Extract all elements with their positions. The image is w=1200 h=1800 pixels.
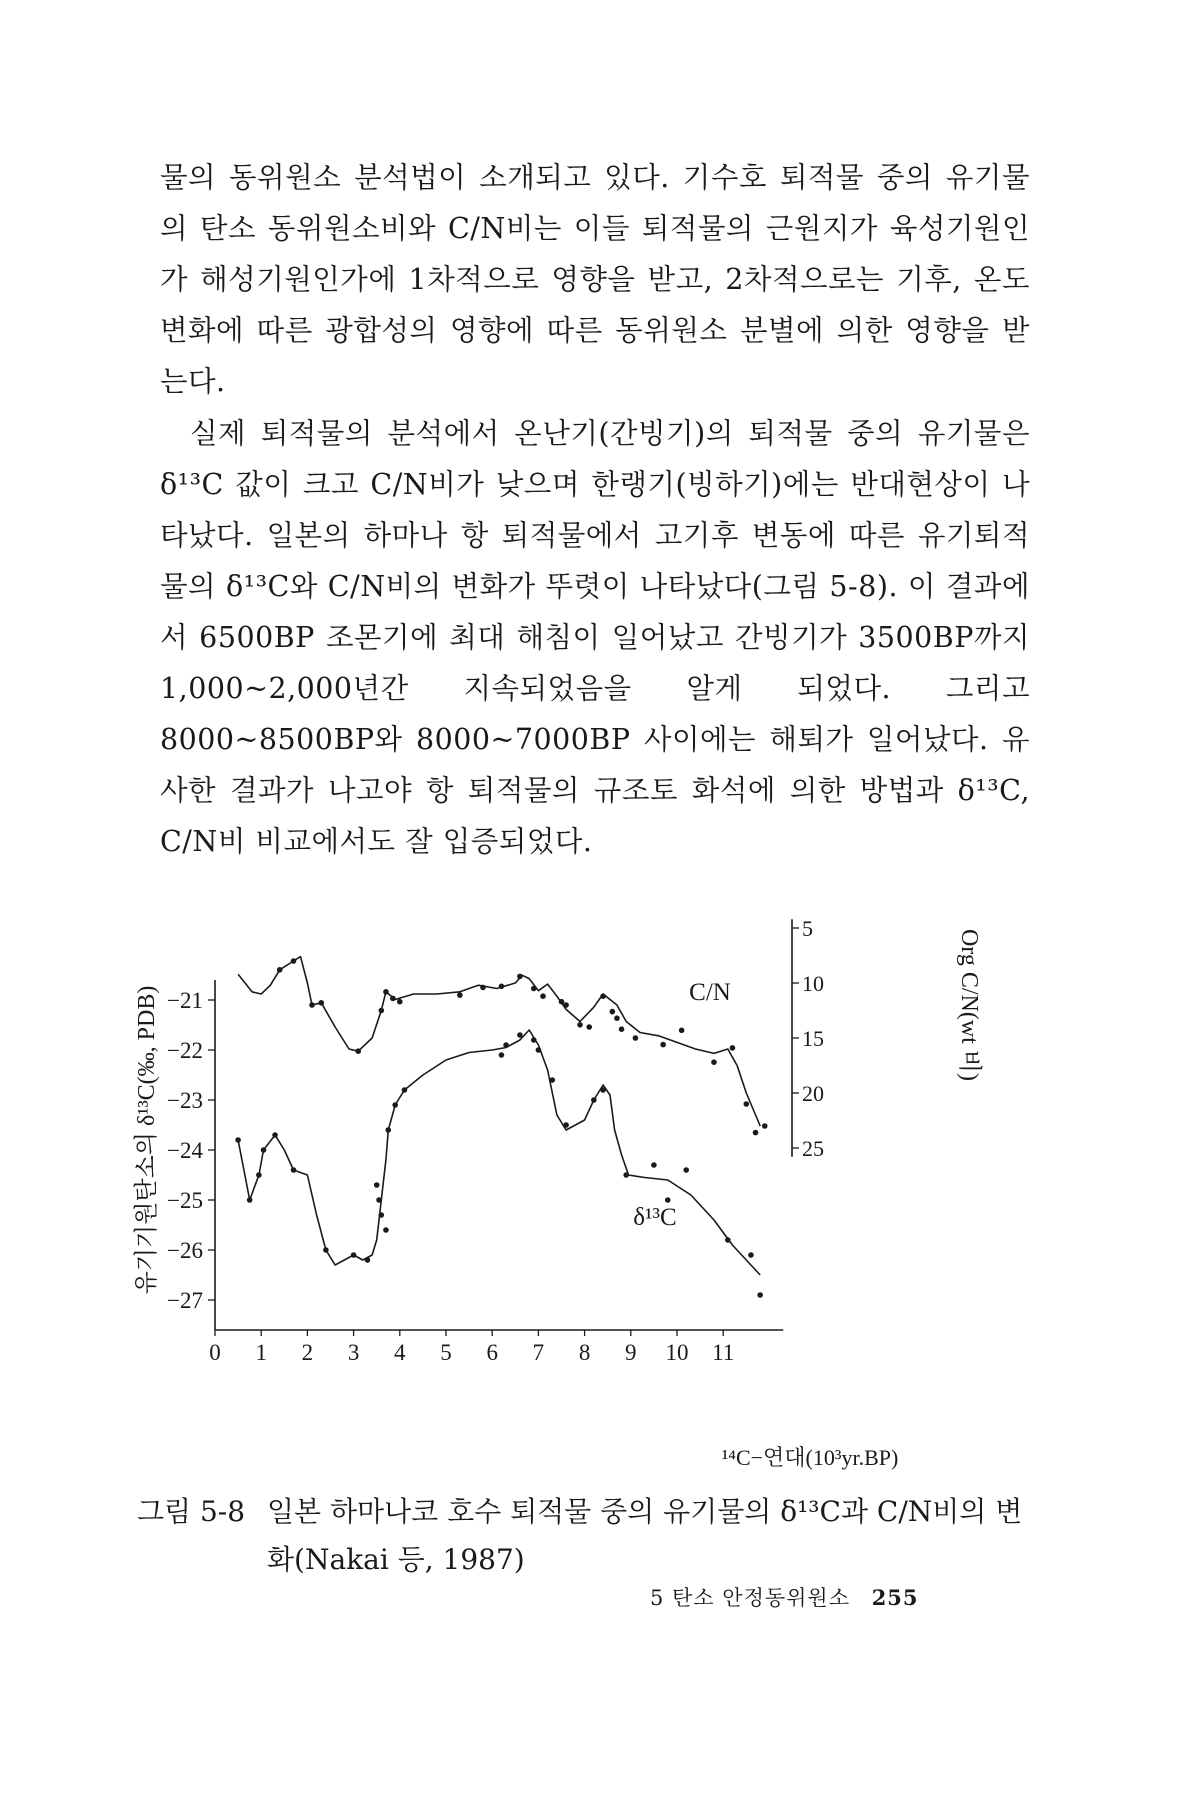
y-right-tick-label: 15 [802, 1026, 824, 1051]
y-left-tick-label: −24 [167, 1138, 203, 1163]
data-point-cn [660, 1042, 666, 1048]
data-point-cn [563, 1002, 569, 1008]
data-point-d13c [291, 1167, 297, 1173]
y-right-tick-label: 20 [802, 1081, 824, 1106]
data-point-d13c [261, 1147, 267, 1153]
data-point-d13c [365, 1257, 371, 1263]
x-tick-label: 7 [532, 1340, 545, 1365]
data-point-d13c [549, 1077, 555, 1083]
data-point-d13c [323, 1247, 329, 1253]
data-point-d13c [623, 1172, 629, 1178]
data-point-cn [517, 974, 523, 980]
data-point-cn [480, 985, 486, 991]
data-point-cn [753, 1130, 759, 1136]
data-point-cn [499, 984, 505, 990]
data-point-d13c [376, 1197, 382, 1203]
data-point-cn [277, 967, 283, 973]
label-d13c: δ¹³C [633, 1204, 677, 1231]
data-point-d13c [665, 1197, 671, 1203]
data-point-cn [318, 1000, 324, 1006]
data-point-d13c [235, 1137, 241, 1143]
data-point-cn [379, 1008, 385, 1014]
y-left-tick-label: −23 [167, 1088, 203, 1113]
data-point-d13c [683, 1167, 689, 1173]
data-point-d13c [517, 1032, 523, 1038]
data-point-cn [614, 1015, 620, 1021]
y-left-tick-label: −21 [167, 988, 203, 1013]
x-tick-label: 3 [347, 1340, 360, 1365]
data-point-cn [309, 1002, 315, 1008]
caption-text: 일본 하마나코 호수 퇴적물 중의 유기물의 δ¹³C과 C/N비의 변화(Nakai 등, 1987) [267, 1495, 1023, 1576]
data-point-d13c [256, 1172, 262, 1178]
data-point-d13c [499, 1052, 505, 1058]
data-point-d13c [402, 1087, 408, 1093]
data-point-cn [397, 999, 403, 1005]
x-tick-label: 0 [209, 1340, 221, 1365]
y-left-tick-label: −22 [167, 1038, 203, 1063]
data-point-cn [383, 989, 389, 995]
data-point-d13c [383, 1227, 389, 1233]
caption-label: 그림 5-8 [137, 1495, 246, 1528]
data-point-cn [711, 1059, 717, 1065]
label-cn: C/N [689, 979, 731, 1006]
data-point-d13c [374, 1182, 380, 1188]
y-left-tick-label: −26 [167, 1238, 203, 1263]
x-tick-label: 1 [255, 1340, 267, 1365]
data-point-d13c [385, 1127, 391, 1133]
data-point-cn [610, 1009, 616, 1015]
data-point-d13c [725, 1237, 731, 1243]
paragraph-1: 물의 동위원소 분석법이 소개되고 있다. 기수호 퇴적물 중의 유기물의 탄소 동위원소비와 C/N비는 이들 퇴적물의 근원지가 육성기원인가 해성기원인가에 1차적으로 영향을 받고, 2차적으로는 기후, 온도 변화에 따른 광합성의 영향에 따른 동위원소 분별에 의한 영향을 받는다. [160, 161, 1030, 398]
right-axis-label-text: Org C/N(wt 비) [956, 928, 982, 1082]
series-line-cn [238, 957, 760, 1126]
data-point-cn [619, 1026, 625, 1032]
data-point-cn [390, 996, 396, 1002]
data-point-d13c [272, 1132, 278, 1138]
data-point-d13c [757, 1292, 763, 1298]
x-tick-label: 8 [578, 1340, 591, 1365]
data-point-d13c [591, 1097, 597, 1103]
data-point-cn [633, 1035, 639, 1041]
data-point-d13c [379, 1212, 385, 1218]
data-point-d13c [600, 1087, 606, 1093]
x-tick-label: 2 [301, 1340, 314, 1365]
series-line-d13c [238, 1030, 760, 1275]
data-point-cn [586, 1024, 592, 1030]
data-point-d13c [563, 1122, 569, 1128]
data-point-cn [730, 1045, 736, 1051]
data-point-d13c [651, 1162, 657, 1168]
x-tick-label: 6 [486, 1340, 498, 1365]
y-left-tick-label: −27 [167, 1288, 203, 1313]
x-tick-label: 4 [394, 1340, 406, 1365]
data-point-d13c [247, 1197, 253, 1203]
data-point-cn [457, 992, 463, 998]
right-axis-label [956, 929, 983, 1081]
figure-5-8-chart [120, 880, 1070, 1470]
footer-section: 5 탄소 안정동위원소 [650, 1586, 850, 1610]
data-point-cn [577, 1022, 583, 1028]
data-point-cn [291, 958, 297, 964]
data-point-d13c [351, 1252, 357, 1258]
left-axis-label-text: 유기기원탄소의 δ¹³C(‰, PDB) [134, 985, 160, 1295]
x-tick-label: 9 [625, 1340, 637, 1365]
y-left-tick-label: −25 [167, 1188, 203, 1213]
data-point-cn [531, 986, 537, 992]
data-point-cn [762, 1123, 768, 1129]
data-point-cn [600, 993, 606, 999]
data-point-cn [355, 1048, 361, 1054]
paragraph-2: 실제 퇴적물의 분석에서 온난기(간빙기)의 퇴적물 중의 유기물은 δ¹³C 값이 크고 C/N비가 낮으며 한랭기(빙하기)에는 반대현상이 나타났다. 일본의 하마나 항 퇴적물에서 고기후 변동에 따른 유기퇴적물의 δ¹³C와 C/N비의 변화가 뚜렷이 나타났다(그림 5-8). 이 결과에서 6500BP 조몬기에 최대 해침이 일어났고 간빙기가 3500BP까지 1,000~2,000년간 지속되었음을 알게 되었다. 그리고 8000~8500BP와 8000~7000BP 사이에는 해퇴가 일어났다. 유사한 결과가 나고야 항 퇴적물의 규조토 화석에 의한 방법과 δ¹³C, C/N비 비교에서도 잘 입증되었다. [160, 417, 1030, 858]
data-point-cn [559, 999, 565, 1005]
page-number: 255 [871, 1585, 919, 1610]
data-point-d13c [392, 1102, 398, 1108]
data-point-cn [744, 1101, 750, 1107]
left-axis-label [133, 986, 160, 1295]
data-point-d13c [531, 1037, 537, 1043]
data-point-cn [679, 1028, 685, 1034]
x-axis-label: ¹⁴C−연대(10³yr.BP) [721, 1445, 899, 1470]
page-footer [650, 1582, 919, 1612]
y-right-tick-label: 25 [802, 1136, 824, 1161]
y-right-tick-label: 5 [802, 916, 813, 941]
y-right-tick-label: 10 [802, 971, 824, 996]
x-tick-label: 5 [440, 1340, 452, 1365]
data-point-d13c [536, 1047, 542, 1053]
x-tick-label: 10 [665, 1340, 689, 1365]
data-point-cn [540, 993, 546, 999]
data-point-d13c [748, 1252, 754, 1258]
x-tick-label: 11 [712, 1340, 735, 1365]
plot-area [167, 916, 824, 1365]
data-point-d13c [503, 1042, 509, 1048]
